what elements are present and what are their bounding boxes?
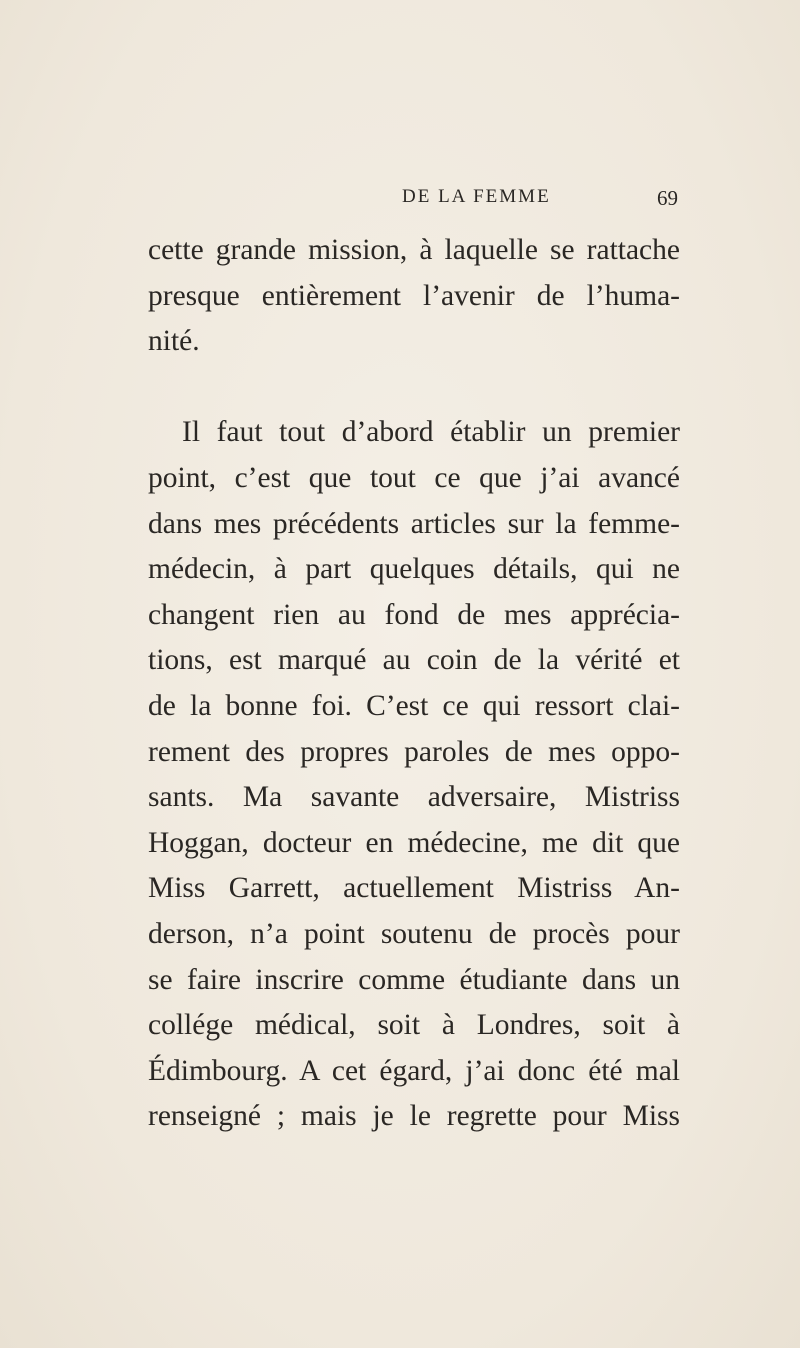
text-line: derson, n’a point soutenu de procès pour xyxy=(148,917,680,950)
text-line: Édimbourg. A cet égard, j’ai donc été mal xyxy=(148,1054,680,1087)
page-number: 69 xyxy=(657,186,678,210)
paragraph xyxy=(148,228,680,365)
paragraph xyxy=(148,410,680,1140)
text-line: cette grande mission, à laquelle se rattache xyxy=(148,234,680,266)
text-line: Miss Garrett, actuellement Mistriss An- xyxy=(148,872,680,905)
text-line: Hoggan, docteur en médecine, me dit que xyxy=(148,826,680,859)
text-line: changent rien au fond de mes apprécia- xyxy=(148,598,680,631)
text-line: dans mes précédents articles sur la femme- xyxy=(148,507,680,540)
text-line: renseigné ; mais je le regrette pour Miss xyxy=(148,1100,680,1133)
text-line: se faire inscrire comme étudiante dans un xyxy=(148,963,680,996)
text-line: Il faut tout d’abord établir un premier xyxy=(182,416,680,449)
running-title: DE LA FEMME xyxy=(402,186,551,207)
text-line: de la bonne foi. C’est ce qui ressort clai- xyxy=(148,689,680,722)
text-line: presque entièrement l’avenir de l’huma- xyxy=(148,279,680,312)
paragraph-gap xyxy=(148,365,680,411)
text-line: collége médical, soit à Londres, soit à xyxy=(148,1009,680,1042)
running-head xyxy=(148,186,678,210)
text-line: rement des propres paroles de mes oppo- xyxy=(148,735,680,768)
body-text xyxy=(148,228,680,1140)
text-line: nité. xyxy=(148,325,200,358)
text-line: tions, est marqué au coin de la vérité et xyxy=(148,644,680,677)
text-line: sants. Ma savante adversaire, Mistriss xyxy=(148,781,680,814)
text-line: médecin, à part quelques détails, qui ne xyxy=(148,553,680,586)
text-line: point, c’est que tout ce que j’ai avancé xyxy=(148,461,680,494)
